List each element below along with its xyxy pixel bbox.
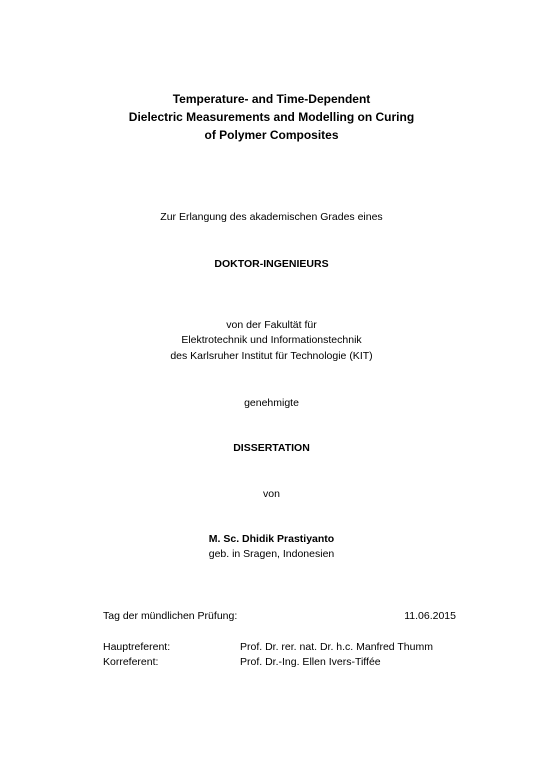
title-line-3: of Polymer Composites bbox=[204, 128, 339, 142]
approved-label: genehmigte bbox=[244, 397, 299, 409]
main-referee-label: Hauptreferent: bbox=[103, 641, 171, 653]
author-birthplace: geb. in Sragen, Indonesien bbox=[208, 548, 335, 560]
faculty-line-1: von der Fakultät für bbox=[226, 319, 317, 331]
co-referee-name: Prof. Dr.-Ing. Ellen Ivers-Tiffée bbox=[240, 656, 381, 668]
faculty-line-3: des Karlsruher Institut für Technologie (KIT) bbox=[170, 350, 373, 362]
faculty-line-2: Elektrotechnik und Informationstechnik bbox=[181, 334, 362, 346]
author-name: M. Sc. Dhidik Prastiyanto bbox=[208, 533, 335, 545]
main-referee-name: Prof. Dr. rer. nat. Dr. h.c. Manfred Thumm bbox=[240, 641, 433, 653]
degree-purpose: Zur Erlangung des akademischen Grades eines bbox=[160, 211, 383, 223]
by-label: von bbox=[263, 488, 280, 500]
title-line-1: Temperature- and Time-Dependent bbox=[172, 92, 371, 106]
exam-date-value: 11.06.2015 bbox=[404, 610, 456, 622]
exam-date-label: Tag der mündlichen Prüfung: bbox=[103, 610, 238, 622]
title-line-2: Dielectric Measurements and Modelling on Curing bbox=[128, 110, 415, 124]
co-referee-label: Korreferent: bbox=[103, 656, 159, 668]
degree-title: DOKTOR-INGENIEURS bbox=[214, 258, 329, 270]
document-type: DISSERTATION bbox=[233, 442, 310, 454]
